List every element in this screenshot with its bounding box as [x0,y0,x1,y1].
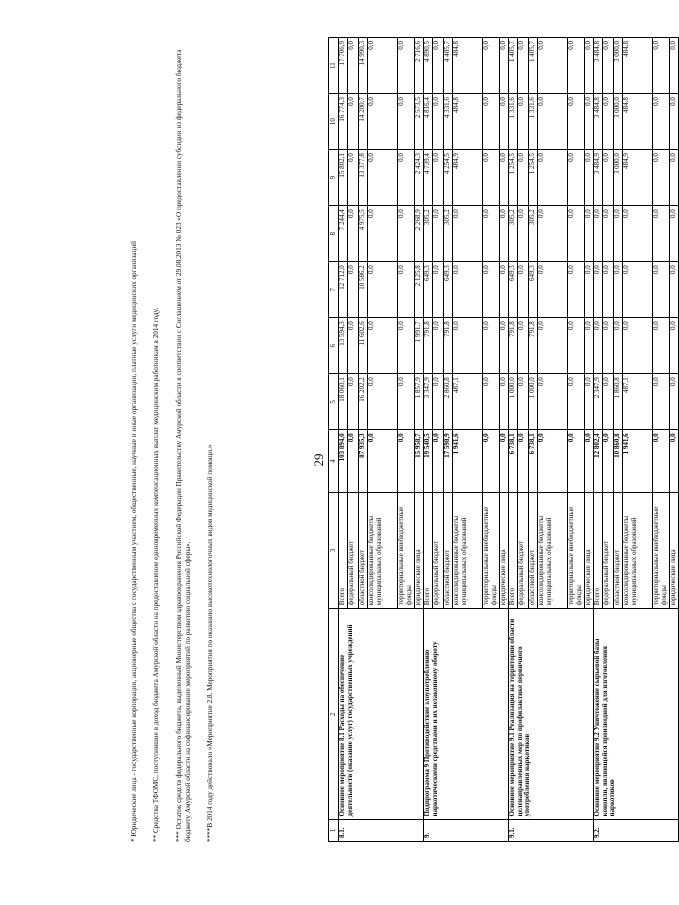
year-amount: 0,0 [603,94,614,150]
total-amount: 0,0 [368,430,398,493]
year-amount: 0,0 [368,206,398,262]
year-amount: 0,0 [585,262,594,318]
funding-source: областной бюджет [359,492,368,608]
total-amount: 1 941,6 [453,430,483,493]
year-amount: 0,0 [483,38,500,94]
year-amount: 0,0 [368,318,398,374]
year-amount: 14 200,7 [359,94,368,150]
year-amount: 3 484,8 [594,38,603,94]
year-amount: 0,0 [500,94,509,150]
year-amount: 3 000,0 [614,94,623,150]
page-number: 29 [311,453,326,467]
year-amount: 0,0 [453,262,483,318]
year-amount: 15 802,1 [339,150,348,206]
year-amount: 0,0 [568,262,585,318]
funding-source: консолидированные бюджеты муниципальных образований [368,492,398,608]
funding-source: Всего [594,492,603,608]
total-amount: 0,0 [670,430,679,493]
funding-source: Всего [509,492,518,608]
total-amount: 17 598,9 [444,430,453,493]
year-amount: 0,0 [398,374,415,430]
year-amount: 487,1 [623,374,653,430]
year-amount: 1 254,5 [529,150,538,206]
funding-source: юридические лица [500,492,509,608]
year-amount: 0,0 [348,38,359,94]
year-amount: 0,0 [433,206,444,262]
year-amount: 487,1 [453,374,483,430]
year-amount: 649,3 [444,262,453,318]
year-amount: 484,8 [453,38,483,94]
funding-source: территориальные внебюджетные фонды [398,492,415,608]
year-amount: 17 706,9 [339,38,348,94]
year-amount: 0,0 [614,318,623,374]
year-amount: 0,0 [500,374,509,430]
year-amount: 3 000,0 [614,38,623,94]
funding-source: областной бюджет [614,492,623,608]
total-amount: 6 738,1 [509,430,518,493]
year-amount: 1 405,7 [509,38,518,94]
footnote: ****В 2014 году действовало «Мероприятие 2.8. Мероприятия по оказанию высокотехнологичных видов медицинской помощи.» [206,444,215,842]
year-amount: 0,0 [398,206,415,262]
year-amount: 4 890,5 [424,38,433,94]
column-number: 7 [329,262,339,318]
year-amount: 0,0 [603,150,614,206]
year-amount: 791,8 [529,318,538,374]
year-amount: 16 774,3 [339,94,348,150]
year-amount: 0,0 [398,38,415,94]
total-amount: 87 935,3 [359,430,368,493]
footnote: *** Остаток средств федерального бюджета, выделенный Министерством здравоохранения Российской Федерации Правительству Амурской области в соответствии с Соглашением от 29.08.2013 № 023 «О предоставлении субсидии из федерального бюджета бюджету Амурской области на софинансирование мероприятий по развитию социальной сферы». [174,49,193,842]
year-amount: 0,0 [603,318,614,374]
year-amount: 0,0 [603,206,614,262]
year-amount: 0,0 [653,94,670,150]
year-amount: 0,0 [594,206,603,262]
year-amount: 0,0 [500,150,509,206]
column-number: 4 [329,430,339,493]
year-amount: 0,0 [518,206,529,262]
year-amount: 0,0 [653,206,670,262]
year-amount: 4 816,4 [424,94,433,150]
year-amount: 0,0 [568,206,585,262]
year-amount: 0,0 [568,38,585,94]
total-amount: 0,0 [585,430,594,493]
total-amount: 0,0 [603,430,614,493]
year-amount: 0,0 [348,150,359,206]
funding-table [328,37,679,842]
year-amount: 1 991,7 [415,318,424,374]
total-amount: 0,0 [568,430,585,493]
row-code: 8.1. [339,820,424,842]
year-amount: 0,0 [538,150,568,206]
column-number: 10 [329,94,339,150]
year-amount: 1 860,8 [614,374,623,430]
year-amount: 0,0 [594,262,603,318]
column-number: 11 [329,38,339,94]
year-amount: 0,0 [568,374,585,430]
year-amount: 1 405,7 [529,38,538,94]
column-number: 8 [329,206,339,262]
year-amount: 12 712,0 [339,262,348,318]
year-amount: 0,0 [614,262,623,318]
year-amount: 0,0 [623,262,653,318]
year-amount: 0,0 [483,94,500,150]
year-amount: 0,0 [538,374,568,430]
year-amount: 0,0 [603,262,614,318]
year-amount: 2 125,8 [415,262,424,318]
year-amount: 0,0 [518,374,529,430]
year-amount: 0,0 [538,38,568,94]
funding-source: федеральный бюджет [518,492,529,608]
header-row [329,38,339,842]
footnote: ** Средства ТФОМС, поступившие в доход бюджета Амурской области на предоставление единовременных компенсационных выплат медицинским работникам в 2014 году. [152,307,161,842]
total-amount: 0,0 [398,430,415,493]
year-amount: 0,0 [653,38,670,94]
year-amount: 0,0 [623,206,653,262]
funding-source: федеральный бюджет [603,492,614,608]
year-amount: 0,0 [348,318,359,374]
year-amount: 4 405,7 [444,38,453,94]
column-number: 2 [329,609,339,820]
year-amount: 0,0 [500,318,509,374]
year-amount: 14 990,3 [359,38,368,94]
year-amount: 2 860,8 [444,374,453,430]
year-amount: 791,8 [424,318,433,374]
year-amount: 0,0 [585,318,594,374]
year-amount: 0,0 [433,374,444,430]
year-amount: 0,0 [670,94,679,150]
total-amount: 1 941,6 [623,430,653,493]
year-amount: 0,0 [653,150,670,206]
year-amount: 1 331,6 [529,94,538,150]
year-amount: 0,0 [500,38,509,94]
column-number: 3 [329,492,339,608]
year-amount: 0,0 [398,150,415,206]
year-amount: 0,0 [348,94,359,150]
column-number: 9 [329,150,339,206]
funding-source: федеральный бюджет [348,492,359,608]
column-number: 6 [329,318,339,374]
year-amount: 0,0 [538,262,568,318]
year-amount: 0,0 [585,206,594,262]
funding-source: консолидированные бюджеты муниципальных образований [453,492,483,608]
column-number: 1 [329,820,339,842]
year-amount: 0,0 [433,262,444,318]
year-amount: 0,0 [653,318,670,374]
total-amount: 0,0 [653,430,670,493]
year-amount: 791,8 [444,318,453,374]
year-amount: 0,0 [585,150,594,206]
year-amount: 0,0 [623,318,653,374]
year-amount: 0,0 [500,262,509,318]
year-amount: 0,0 [585,38,594,94]
footnote: * Юридические лица - государственные корпорации, акционерные общества с государственным участием, общественные, научные и иные организации, платные услуги медицинских организаций [130,240,138,842]
year-amount: 305,2 [529,206,538,262]
program-title: Основное мероприятие 9.1 Реализация на территории области целенаправленных мер по профилактике первичного употребления наркотиков [509,609,594,820]
year-amount: 3 484,9 [594,150,603,206]
year-amount: 1 331,6 [509,94,518,150]
funding-source: территориальные внебюджетные фонды [568,492,585,608]
footnotes [130,32,229,842]
year-amount: 0,0 [653,262,670,318]
year-amount: 0,0 [538,94,568,150]
year-amount: 305,2 [509,206,518,262]
funding-source: территориальные внебюджетные фонды [483,492,500,608]
total-amount: 0,0 [538,430,568,493]
year-amount: 484,8 [623,94,653,150]
row-code: 9.2. [594,820,679,842]
year-amount: 0,0 [483,262,500,318]
total-amount: 0,0 [433,430,444,493]
funding-source: федеральный бюджет [433,492,444,608]
year-amount: 3 484,8 [594,94,603,150]
total-amount: 0,0 [348,430,359,493]
year-amount: 0,0 [614,206,623,262]
total-amount: 6 738,1 [529,430,538,493]
year-amount: 3 347,9 [424,374,433,430]
year-amount: 0,0 [483,206,500,262]
year-amount: 13 377,8 [359,150,368,206]
year-amount: 0,0 [585,94,594,150]
year-amount: 0,0 [348,262,359,318]
year-amount: 649,3 [424,262,433,318]
year-amount: 484,9 [623,150,653,206]
funding-source: Всего [424,492,433,608]
year-amount: 0,0 [483,150,500,206]
year-amount: 0,0 [348,206,359,262]
funding-source: Всего [339,492,348,608]
year-amount: 4 331,6 [444,94,453,150]
year-amount: 0,0 [670,374,679,430]
year-amount: 1 000,0 [529,374,538,430]
year-amount: 0,0 [398,94,415,150]
total-amount: 19 540,5 [424,430,433,493]
year-amount: 0,0 [433,318,444,374]
year-amount: 1 000,0 [509,374,518,430]
year-amount: 0,0 [518,94,529,150]
funding-source: консолидированные бюджеты муниципальных образований [538,492,568,608]
total-amount: 15 958,7 [415,430,424,493]
year-amount: 0,0 [453,206,483,262]
row-code: 9. [424,820,509,842]
year-amount: 18 060,1 [339,374,348,430]
year-amount: 0,0 [433,94,444,150]
funding-source: консолидированные бюджеты муниципальных образований [623,492,653,608]
funding-source: областной бюджет [444,492,453,608]
year-amount: 649,3 [529,262,538,318]
year-amount: 0,0 [568,94,585,150]
funding-source: территориальные внебюджетные фонды [653,492,670,608]
year-amount: 0,0 [483,374,500,430]
funding-source: юридические лица [585,492,594,608]
year-amount: 0,0 [433,150,444,206]
year-amount: 2 716,6 [415,38,424,94]
column-number: 5 [329,374,339,430]
year-amount: 2 424,3 [415,150,424,206]
year-amount: 4 975,5 [359,206,368,262]
year-amount: 0,0 [585,374,594,430]
funding-source: юридические лица [670,492,679,608]
year-amount: 305,2 [444,206,453,262]
year-amount: 1 254,5 [509,150,518,206]
year-amount: 4 254,5 [444,150,453,206]
year-amount: 0,0 [518,38,529,94]
total-amount: 103 894,0 [339,430,348,493]
year-amount: 2 573,5 [415,94,424,150]
year-amount: 484,9 [453,150,483,206]
year-amount: 10 586,2 [359,262,368,318]
year-amount: 0,0 [500,206,509,262]
total-amount: 12 802,4 [594,430,603,493]
year-amount: 0,0 [483,318,500,374]
year-amount: 0,0 [670,262,679,318]
row-code: 9.1. [509,820,594,842]
year-amount: 4 739,4 [424,150,433,206]
program-title: Основное мероприятие 9.2 Уничтожение сырьевой базы конопли, являющейся производной для изготовления наркотиков [594,609,679,820]
year-amount: 0,0 [670,38,679,94]
year-amount: 305,2 [424,206,433,262]
year-amount: 7 244,4 [339,206,348,262]
year-amount: 0,0 [538,318,568,374]
year-amount: 0,0 [568,318,585,374]
year-amount: 0,0 [538,206,568,262]
year-amount: 16 202,2 [359,374,368,430]
year-amount: 0,0 [368,38,398,94]
year-amount: 0,0 [670,206,679,262]
year-amount: 791,8 [509,318,518,374]
total-amount: 0,0 [500,430,509,493]
year-amount: 0,0 [368,262,398,318]
year-amount: 0,0 [670,150,679,206]
year-amount: 0,0 [433,38,444,94]
total-amount: 0,0 [483,430,500,493]
year-amount: 3 000,0 [614,150,623,206]
year-amount: 649,3 [509,262,518,318]
year-amount: 484,8 [623,38,653,94]
year-amount: 11 602,6 [359,318,368,374]
program-title: Основное мероприятие 8.1 Расходы на обеспечение деятельности (оказание услуг) государственных учреждений [339,609,424,820]
year-amount: 2 268,9 [415,206,424,262]
year-amount: 0,0 [603,38,614,94]
year-amount: 0,0 [368,94,398,150]
year-amount: 0,0 [398,318,415,374]
year-amount: 0,0 [518,318,529,374]
total-amount: 0,0 [518,430,529,493]
year-amount: 2 347,9 [594,374,603,430]
year-amount: 0,0 [348,374,359,430]
year-amount: 484,8 [453,94,483,150]
year-amount: 0,0 [653,374,670,430]
year-amount: 0,0 [594,318,603,374]
funding-source: юридические лица [415,492,424,608]
year-amount: 0,0 [398,262,415,318]
year-amount: 0,0 [368,374,398,430]
year-amount: 0,0 [603,374,614,430]
funding-source: областной бюджет [529,492,538,608]
year-amount: 0,0 [518,262,529,318]
year-amount: 0,0 [518,150,529,206]
year-amount: 0,0 [568,150,585,206]
total-amount: 10 860,8 [614,430,623,493]
year-amount: 1 857,9 [415,374,424,430]
year-amount: 0,0 [368,150,398,206]
year-amount: 0,0 [670,318,679,374]
year-amount: 13 594,3 [339,318,348,374]
program-title: Подпрограмма 9 Противодействие злоупотреблению наркотическими средствами и их незаконному обороту [424,609,509,820]
year-amount: 0,0 [453,318,483,374]
